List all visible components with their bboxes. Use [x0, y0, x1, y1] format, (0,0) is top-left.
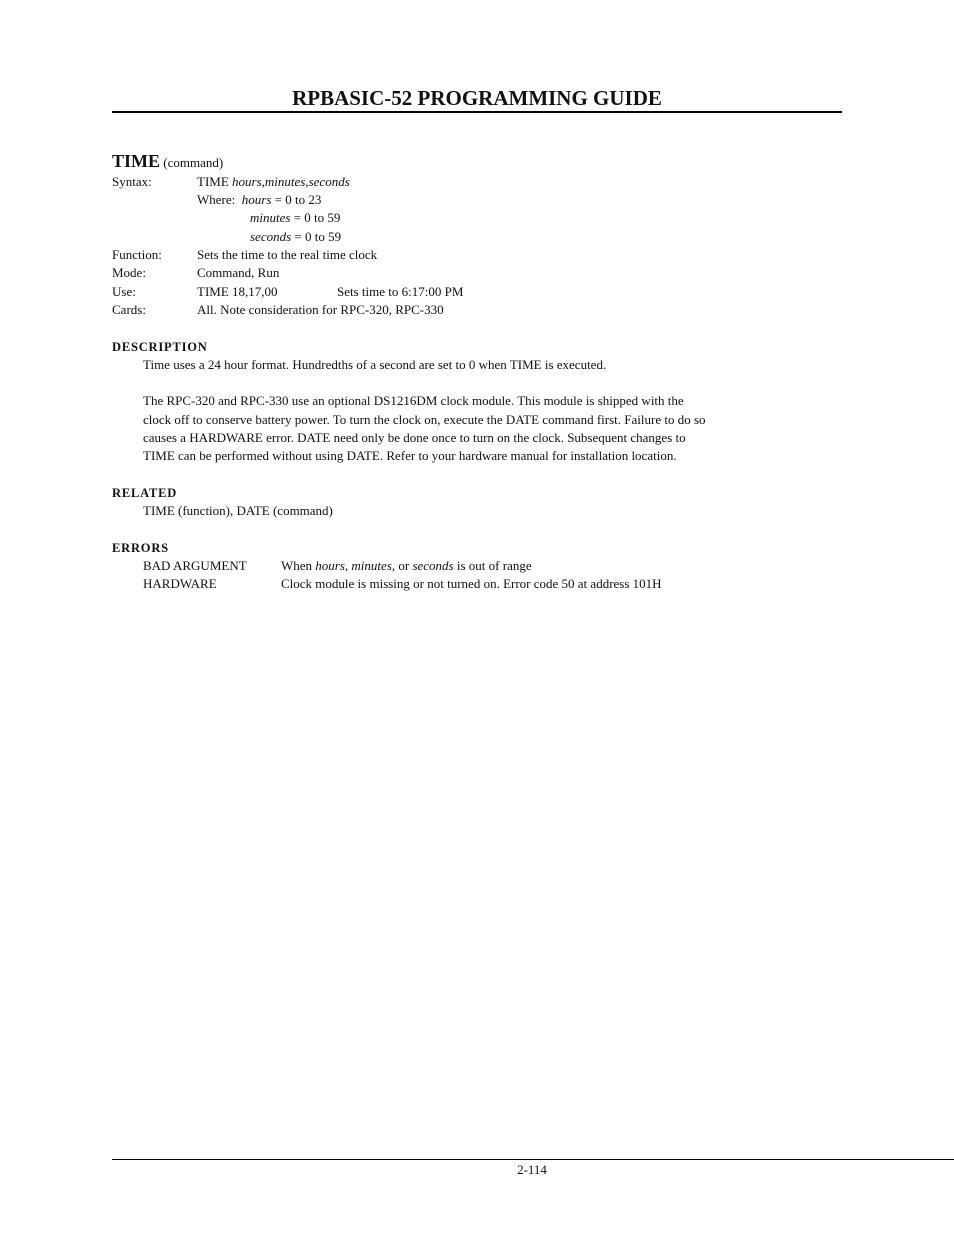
error-italic-params: hours, minutes [315, 558, 392, 573]
syntax-param-seconds [250, 229, 341, 245]
use-label: Use: [112, 284, 136, 299]
page-title: RPBASIC-52 PROGRAMMING GUIDE [292, 86, 662, 110]
error-name: BAD ARGUMENT [143, 558, 247, 573]
syntax-keyword: TIME [197, 174, 229, 189]
description-line: The RPC-320 and RPC-330 use an optional DS1216DM clock module. This module is shipped with the [143, 393, 684, 408]
cards-label: Cards: [112, 302, 146, 317]
description-heading: DESCRIPTION [112, 340, 208, 354]
command-heading [112, 151, 223, 172]
mode-label: Mode: [112, 265, 146, 280]
mode-text: Command, Run [197, 265, 280, 280]
syntax-where [197, 192, 321, 208]
syntax-value [197, 174, 350, 190]
param-range-hours: = 0 to 23 [271, 192, 322, 207]
param-name-hours: hours [241, 192, 272, 207]
where-label: Where: [197, 192, 236, 207]
syntax-label: Syntax: [112, 174, 152, 189]
use-note: Sets time to 6:17:00 PM [337, 284, 464, 299]
syntax-args: hours,minutes,seconds [232, 174, 350, 189]
error-text-part: , or [391, 558, 413, 573]
page-number: 2-114 [517, 1162, 547, 1177]
param-range-minutes: = 0 to 59 [290, 210, 341, 225]
command-kind: (command) [163, 155, 224, 170]
function-label: Function: [112, 247, 162, 262]
title-rule [112, 111, 842, 113]
param-name-seconds: seconds [250, 229, 292, 244]
related-heading: RELATED [112, 486, 178, 500]
related-text: TIME (function), DATE (command) [143, 503, 333, 518]
description-line: clock off to conserve battery power. To turn the clock on, execute the DATE command first. Failure to do so [143, 412, 706, 427]
error-italic-param: seconds [412, 558, 454, 573]
syntax-param-minutes [250, 210, 340, 226]
cards-text: All. Note consideration for RPC-320, RPC-330 [197, 302, 444, 317]
param-range-seconds: = 0 to 59 [291, 229, 342, 244]
param-name-minutes: minutes [250, 210, 291, 225]
error-description [281, 558, 532, 574]
use-example: TIME 18,17,00 [197, 284, 278, 299]
errors-heading: ERRORS [112, 541, 169, 555]
error-text-part: is out of range [453, 558, 532, 573]
error-text-part: When [281, 558, 316, 573]
description-line: causes a HARDWARE error. DATE need only be done once to turn on the clock. Subsequent changes to [143, 430, 686, 445]
command-name: TIME [112, 151, 161, 171]
description-line: TIME can be performed without using DATE. Refer to your hardware manual for installation location. [143, 448, 677, 463]
footer-rule [112, 1159, 954, 1160]
error-description: Clock module is missing or not turned on. Error code 50 at address 101H [281, 576, 662, 591]
error-name: HARDWARE [143, 576, 217, 591]
function-text: Sets the time to the real time clock [197, 247, 378, 262]
description-line: Time uses a 24 hour format. Hundredths of a second are set to 0 when TIME is executed. [143, 357, 607, 372]
